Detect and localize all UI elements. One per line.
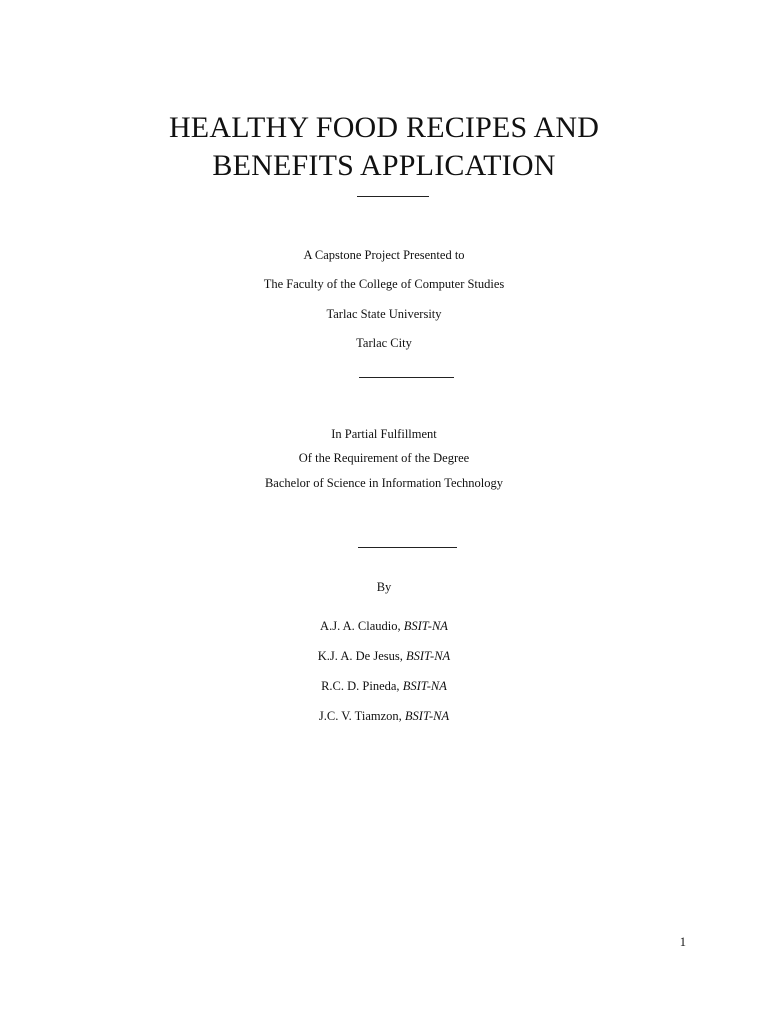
author-program: BSIT-NA [403, 619, 448, 633]
degree-name: Bachelor of Science in Information Technology [264, 476, 504, 490]
title-divider [357, 196, 429, 197]
author-name: R.C. D. Pineda, [321, 679, 403, 693]
presentation-line-1: A Capstone Project Presented to [303, 248, 465, 262]
document-title-line-1: HEALTHY FOOD RECIPES AND [168, 111, 600, 144]
fulfillment-line-1: In Partial Fulfillment [331, 427, 437, 441]
author-name: J.C. V. Tiamzon, [318, 709, 405, 723]
author-name: K.J. A. De Jesus, [317, 649, 406, 663]
section-divider-2 [358, 547, 457, 548]
author-program: BSIT-NA [404, 709, 450, 723]
document-title-line-2: BENEFITS APPLICATION [212, 149, 556, 182]
section-divider-1 [359, 377, 454, 378]
page-number: 1 [679, 935, 686, 949]
author-4 [0, 708, 768, 724]
author-3 [0, 678, 768, 694]
presentation-line-2: The Faculty of the College of Computer Studies [263, 277, 505, 291]
by-label: By [376, 580, 392, 594]
city-name: Tarlac City [356, 336, 412, 350]
author-program: BSIT-NA [402, 679, 447, 693]
fulfillment-line-2: Of the Requirement of the Degree [298, 451, 470, 465]
author-name: A.J. A. Claudio, [320, 619, 404, 633]
author-2 [0, 648, 768, 664]
author-1 [0, 618, 768, 634]
university-name: Tarlac State University [326, 307, 442, 321]
author-program: BSIT-NA [405, 649, 451, 663]
